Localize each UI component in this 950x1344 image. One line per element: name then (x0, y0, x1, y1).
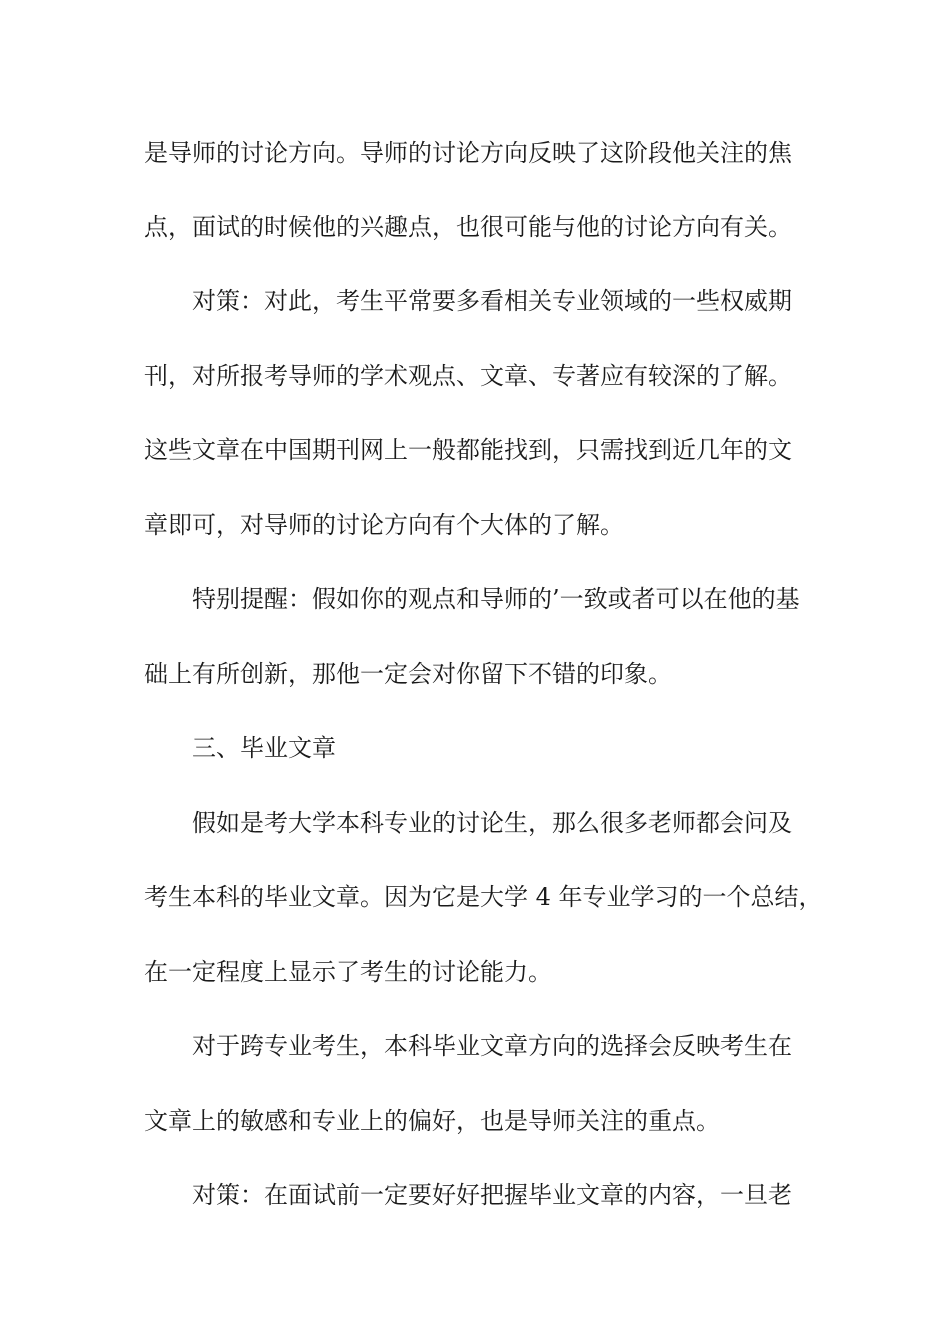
paragraph-start: 假如是考大学本科专业的讨论生，那么很多老师都会问及 (192, 809, 792, 837)
paragraph-start: 对于跨专业考生，本科毕业文章方向的选择会反映考生在 (192, 1032, 792, 1060)
text-line: 考生本科的毕业文章。因为它是大学 4 年专业学习的一个总结， (144, 883, 823, 911)
paragraph-start: 对策：对此，考生平常要多看相关专业领域的一些权威期 (192, 287, 792, 315)
section-heading: 三、毕业文章 (192, 734, 336, 762)
text-line: 文章上的敏感和专业上的偏好，也是导师关注的重点。 (144, 1107, 720, 1135)
text-line: 在一定程度上显示了考生的讨论能力。 (144, 958, 552, 986)
text-line: 是导师的讨论方向。导师的讨论方向反映了这阶段他关注的焦 (144, 139, 792, 167)
text-line: 这些文章在中国期刊网上一般都能找到，只需找到近几年的文 (144, 436, 792, 464)
paragraph-start: 特别提醒：假如你的观点和导师的’一致或者可以在他的基 (192, 585, 800, 613)
text-line: 础上有所创新，那他一定会对你留下不错的印象。 (144, 660, 672, 688)
text-line: 点，面试的时候他的兴趣点，也很可能与他的讨论方向有关。 (144, 213, 792, 241)
paragraph-start: 对策：在面试前一定要好好把握毕业文章的内容，一旦老 (192, 1181, 792, 1209)
text-line: 刊，对所报考导师的学术观点、文章、专著应有较深的了解。 (144, 362, 792, 390)
text-line: 章即可，对导师的讨论方向有个大体的了解。 (144, 511, 624, 539)
